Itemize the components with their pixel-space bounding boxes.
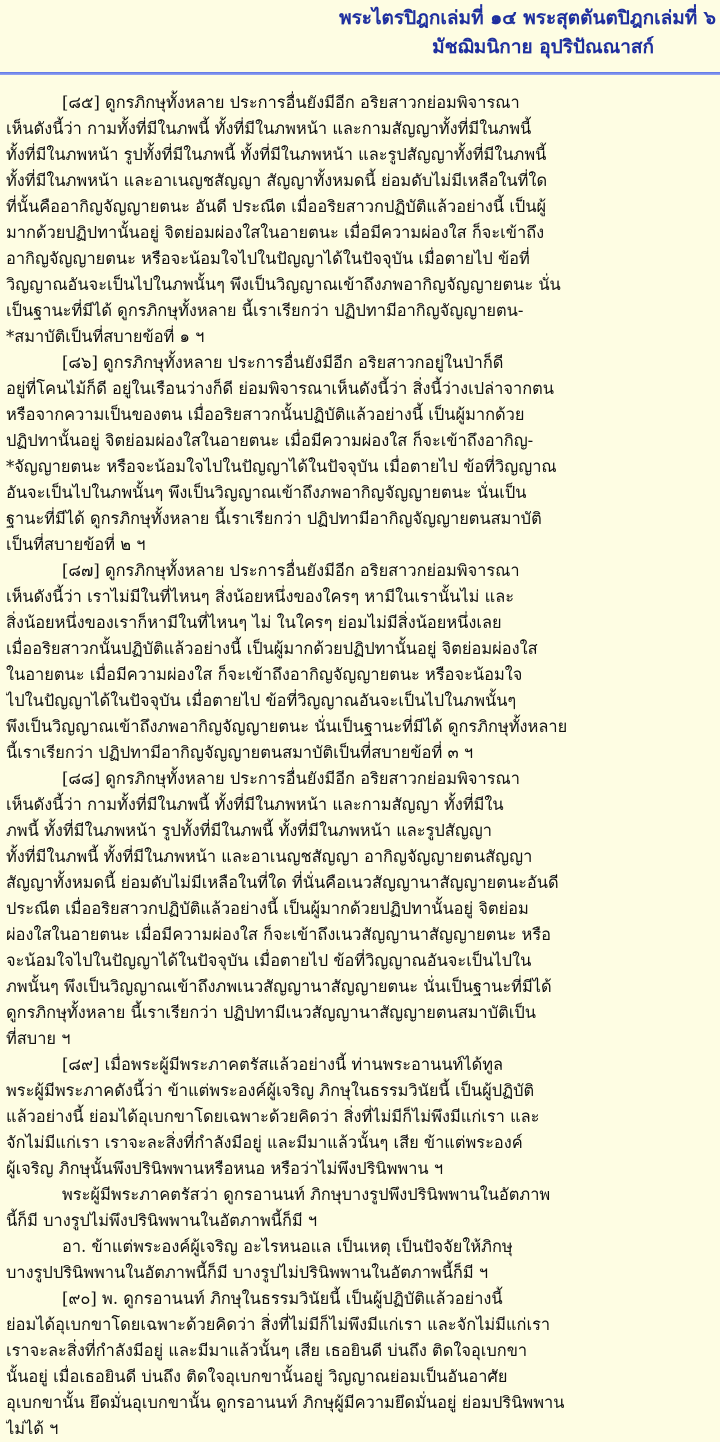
text-line: ในอายตนะ เมื่อมีความผ่องใส ก็จะเข้าถึงอากิญจัญญายตนะ หรือจะน้อมใจ — [6, 665, 523, 684]
text-line: ภพนั้นๆ พึงเป็นวิญญาณเข้าถึงภพเนวสัญญานาสัญญายตนะ นั่นเป็นฐานะที่มีได้ — [6, 977, 552, 996]
text-line: ดูกรภิกษุทั้งหลาย นี้เราเรียกว่า ปฏิปทามีเนวสัญญานาสัญญายตนสมาบัติเป็น — [6, 1003, 536, 1022]
text-line: หรือจากความเป็นของตน เมื่ออริยสาวกนั้นปฏิบัติแล้วอย่างนี้ เป็นผู้มากด้วย — [6, 405, 525, 424]
text-line: ไม่ได้ ฯ — [6, 1419, 59, 1438]
text-line: นี้เราเรียกว่า ปฏิปทามีอากิญจัญญายตนสมาบัติเป็นที่สบายข้อที่ ๓ ฯ — [6, 743, 474, 762]
text-line: [๘๘] ดูกรภิกษุทั้งหลาย ประการอื่นยังมีอีก อริยสาวกย่อมพิจารณา — [62, 769, 520, 788]
header-divider — [0, 72, 720, 75]
text-line: บางรูปปรินิพพานในอัตภาพนี้ก็มี บางรูปไม่ปรินิพพานในอัตภาพนี้ก็มี ฯ — [6, 1263, 489, 1282]
text-line: เห็นดังนี้ว่า เราไม่มีในที่ไหนๆ สิ่งน้อยหนึ่งของใครๆ หามีในเรานั้นไม่ และ — [6, 587, 515, 606]
text-line: สิ่งน้อยหนึ่งของเราก็หามีในที่ไหนๆ ไม่ ในใครๆ ย่อมไม่มีสิ่งน้อยหนึ่งเลย — [6, 613, 502, 632]
text-line: ไปในปัญญาได้ในปัจจุบัน เมื่อตายไป ข้อที่วิญญาณอันจะเป็นไปในภพนั้นๆ — [6, 691, 517, 710]
text-line: เป็นฐานะที่มีได้ ดูกรภิกษุทั้งหลาย นี้เราเรียกว่า ปฏิปทามีอากิญจัญญายตน- — [6, 301, 524, 320]
page-header — [0, 0, 720, 70]
text-line: [๘๖] ดูกรภิกษุทั้งหลาย ประการอื่นยังมีอีก อริยสาวกอยู่ในป่าก็ดี — [62, 353, 504, 372]
text-line: มากด้วยปฏิปทานั้นอยู่ จิตย่อมผ่องใสในอายตนะ เมื่อมีความผ่องใส ก็จะเข้าถึง — [6, 223, 545, 242]
text-line: ทั้งที่มีในภพนี้ ทั้งที่มีในภพหน้า และอาเนญชสัญญา อากิญจัญญายตนสัญญา — [6, 847, 533, 866]
header-subtitle-line: มัชฌิมนิกาย อุปริปัณณาสก์ — [432, 36, 654, 58]
text-line: [๘๕] ดูกรภิกษุทั้งหลาย ประการอื่นยังมีอีก อริยสาวกย่อมพิจารณา — [62, 93, 520, 112]
header-title-line: พระไตรปิฎกเล่มที่ ๑๔ พระสุตตันตปิฎกเล่มที่ ๖ — [339, 7, 716, 29]
text-line: ฐานะที่มีได้ ดูกรภิกษุทั้งหลาย นี้เราเรียกว่า ปฏิปทามีอากิญจัญญายตนสมาบัติ — [6, 509, 542, 528]
text-line: อากิญจัญญายตนะ หรือจะน้อมใจไปในปัญญาได้ในปัจจุบัน เมื่อตายไป ข้อที่ — [6, 249, 530, 268]
text-line: ทั้งที่มีในภพหน้า และอาเนญชสัญญา สัญญาทั้งหมดนี้ ย่อมดับไม่มีเหลือในที่ใด — [6, 171, 548, 190]
text-line: ภพนี้ ทั้งที่มีในภพหน้า รูปทั้งที่มีในภพนี้ ทั้งที่มีในภพหน้า และรูปสัญญา — [6, 821, 492, 840]
text-line: ที่นั้นคืออากิญจัญญายตนะ อันดี ประณีต เมื่ออริยสาวกปฏิบัติแล้วอย่างนี้ เป็นผู้ — [6, 197, 547, 216]
text-line: ผ่องใสในอายตนะ เมื่อมีความผ่องใส ก็จะเข้าถึงเนวสัญญานาสัญญายตนะ หรือ — [6, 925, 551, 944]
text-line: อยู่ที่โคนไม้ก็ดี อยู่ในเรือนว่างก็ดี ย่อมพิจารณาเห็นดังนี้ว่า สิ่งนี้ว่างเปล่าจากตน — [6, 379, 554, 398]
text-line: สัญญาทั้งหมดนี้ ย่อมดับไม่มีเหลือในที่ใด ที่นั่นคือเนวสัญญานาสัญญายตนะอันดี — [6, 873, 559, 892]
text-line: เห็นดังนี้ว่า กามทั้งที่มีในภพนี้ ทั้งที่มีในภพหน้า และกามสัญญา ทั้งที่มีใน — [6, 795, 504, 814]
text-line: นั้นอยู่ เมื่อเธอยินดี บ่นถึง ติดใจอุเบกขานั้นอยู่ วิญญาณย่อมเป็นอันอาศัย — [6, 1367, 508, 1386]
text-line: ผู้เจริญ ภิกษุนั้นพึงปรินิพพานหรือหนอ หรือว่าไม่พึงปรินิพพาน ฯ — [6, 1159, 444, 1178]
text-line: ย่อมได้อุเบกขาโดยเฉพาะด้วยคิดว่า สิ่งที่ไม่มีก็ไม่พึงมีแก่เรา และจักไม่มีแก่เรา — [6, 1315, 551, 1334]
text-line: พึงเป็นวิญญาณเข้าถึงภพอากิญจัญญายตนะ นั่นเป็นฐานะที่มีได้ ดูกรภิกษุทั้งหลาย — [6, 717, 568, 736]
text-line: ปฏิปทานั้นอยู่ จิตย่อมผ่องใสในอายตนะ เมื่อมีความผ่องใส ก็จะเข้าถึงอากิญ- — [6, 431, 534, 450]
text-line: ที่สบาย ฯ — [6, 1029, 71, 1048]
text-line: *สมาบัติเป็นที่สบายข้อที่ ๑ ฯ — [6, 327, 205, 346]
text-line: อันจะเป็นไปในภพนั้นๆ พึงเป็นวิญญาณเข้าถึงภพอากิญจัญญายตนะ นั่นเป็น — [6, 483, 527, 502]
text-line: [๙๐] พ. ดูกรอานนท์ ภิกษุในธรรมวินัยนี้ เป็นผู้ปฏิบัติแล้วอย่างนี้ — [62, 1289, 503, 1308]
text-line: จะน้อมใจไปในปัญญาได้ในปัจจุบัน เมื่อตายไป ข้อที่วิญญาณอันจะเป็นไปใน — [6, 951, 532, 970]
text-line: เมื่ออริยสาวกนั้นปฏิบัติแล้วอย่างนี้ เป็นผู้มากด้วยปฏิปทานั้นอยู่ จิตย่อมผ่องใส — [6, 639, 538, 658]
text-line: [๘๙] เมื่อพระผู้มีพระภาคตรัสแล้วอย่างนี้ ท่านพระอานนท์ได้ทูล — [62, 1055, 504, 1074]
text-line: อา. ข้าแต่พระองค์ผู้เจริญ อะไรหนอแล เป็นเหตุ เป็นปัจจัยให้ภิกษุ — [62, 1237, 513, 1256]
text-line: เห็นดังนี้ว่า กามทั้งที่มีในภพนี้ ทั้งที่มีในภพหน้า และกามสัญญาทั้งที่มีในภพนี้ — [6, 119, 532, 138]
text-line: [๘๗] ดูกรภิกษุทั้งหลาย ประการอื่นยังมีอีก อริยสาวกย่อมพิจารณา — [62, 561, 520, 580]
text-line: วิญญาณอันจะเป็นไปในภพนั้นๆ พึงเป็นวิญญาณเข้าถึงภพอากิญจัญญายตนะ นั่น — [6, 275, 561, 294]
text-line: เราจะละสิ่งที่กำลังมีอยู่ และมีมาแล้วนั้นๆ เสีย เธอยินดี บ่นถึง ติดใจอุเบกขา — [6, 1341, 528, 1360]
text-line: พระผู้มีพระภาคตรัสว่า ดูกรอานนท์ ภิกษุบางรูปพึงปรินิพพานในอัตภาพ — [62, 1185, 551, 1204]
text-line: นี้ก็มี บางรูปไม่พึงปรินิพพานในอัตภาพนี้ก็มี ฯ — [6, 1211, 318, 1230]
text-line: ทั้งที่มีในภพหน้า รูปทั้งที่มีในภพนี้ ทั้งที่มีในภพหน้า และรูปสัญญาทั้งที่มีในภพนี้ — [6, 145, 547, 164]
text-line: จักไม่มีแก่เรา เราจะละสิ่งที่กำลังมีอยู่ และมีมาแล้วนั้นๆ เสีย ข้าแต่พระองค์ — [6, 1133, 523, 1152]
scripture-text — [6, 90, 716, 1442]
text-line: แล้วอย่างนี้ ย่อมได้อุเบกขาโดยเฉพาะด้วยคิดว่า สิ่งที่ไม่มีก็ไม่พึงมีแก่เรา และ — [6, 1107, 540, 1126]
text-line: *จัญญายตนะ หรือจะน้อมใจไปในปัญญาได้ในปัจจุบัน เมื่อตายไป ข้อที่วิญญาณ — [6, 457, 557, 476]
text-line: พระผู้มีพระภาคดังนี้ว่า ข้าแต่พระองค์ผู้เจริญ ภิกษุในธรรมวินัยนี้ เป็นผู้ปฏิบัติ — [6, 1081, 535, 1100]
text-line: อุเบกขานั้น ยึดมั่นอุเบกขานั้น ดูกรอานนท์ ภิกษุผู้มีความยึดมั่นอยู่ ย่อมปรินิพพาน — [6, 1393, 565, 1412]
text-line: ประณีต เมื่ออริยสาวกปฏิบัติแล้วอย่างนี้ เป็นผู้มากด้วยปฏิปทานั้นอยู่ จิตย่อม — [6, 899, 529, 918]
text-line: เป็นที่สบายข้อที่ ๒ ฯ — [6, 535, 146, 554]
